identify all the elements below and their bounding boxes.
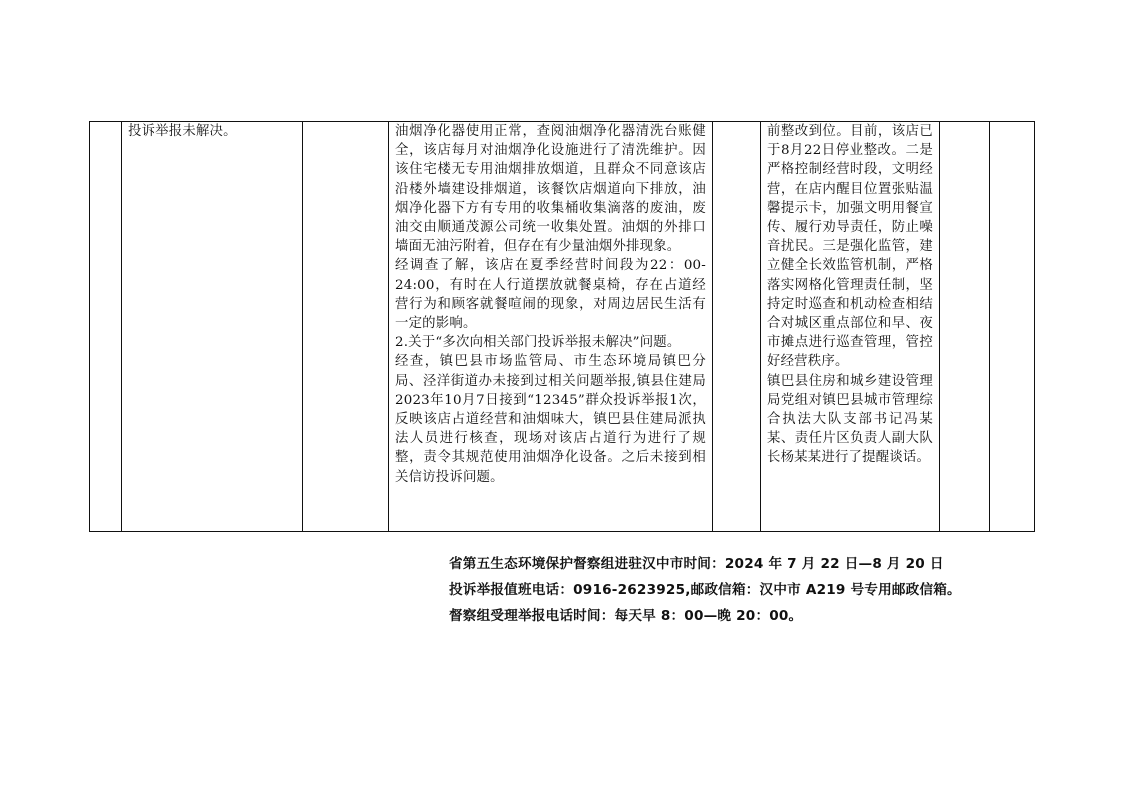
- table-cell-notes: [990, 122, 1035, 532]
- table-cell-rectification: [761, 122, 940, 532]
- issue-text: 投诉举报未解决。: [128, 124, 237, 139]
- table-cell-category: [303, 122, 389, 532]
- table-cell-accountability: [940, 122, 990, 532]
- investigation-text: 油烟净化器使用正常，查阅油烟净化器清洗台账健全，该店每月对油烟净化设施进行了清洗维护。因该住宅楼无专用油烟排放烟道，且群众不同意该店沿楼外墙建设排烟道，该餐饮店烟道向下排放，油烟净化器下方有专用的收集桶收集滴落的废油，废油交由顺通茂源公司统一收集处置。油烟的外排口墙面无油污附着，但存在有少量油烟外排现象。 经调查了解，该店在夏季经营时间段为22：00-24:00，有时在人行道摆放就餐桌椅，存在占道经营行为和顾客就餐喧闹的现象，对周边居民生活有一定的影响。 2.关于“多次向相关部门投诉举报未解决”问题。 经查，镇巴县市场监管局、市生态环境局镇巴分局、泾洋街道办未接到过相关问题举报,镇县住建局2023年10月7日接到“12345”群众投诉举报1次，反映该店占道经营和油烟味大，镇巴县住建局派执法人员进行核查，现场对该店占道行为进行了规整，责令其规范使用油烟净化设备。之后未接到相关信访投诉问题。: [395, 124, 706, 485]
- rectification-text: 前整改到位。目前，该店已于8月22日停业整改。二是严格控制经营时段，文明经营，在店内醒目位置张贴温馨提示卡，加强文明用餐宣传、履行劝导责任，防止噪音扰民。三是强化监管，建立健全长效监管机制，严格落实网格化管理责任制，坚持定时巡查和机动检查相结合对城区重点部位和早、夜市摊点进行巡查管理，管控好经营秩序。 镇巴县住房和城乡建设管理局党组对镇巴县城市管理综合执法大队支部书记冯某某、责任片区负责人副大队长杨某某进行了提醒谈话。: [767, 124, 933, 466]
- report-table: [89, 121, 1035, 532]
- footer-hours: 督察组受理举报电话时间：每天早 8：00—晚 20：00。: [449, 608, 803, 624]
- table-cell-investigation: [389, 122, 713, 532]
- table-cell-issue: [122, 122, 303, 532]
- table-row: [90, 122, 1035, 532]
- footer-hotline: 投诉举报值班电话：0916-2623925,邮政信箱：汉中市 A219 号专用邮政信箱。: [449, 582, 961, 598]
- table-cell-verdict: [713, 122, 761, 532]
- table-cell-index: [90, 122, 122, 532]
- footer-inspection-period: 省第五生态环境保护督察组进驻汉中市时间：2024 年 7 月 22 日—8 月 20 日: [449, 556, 944, 572]
